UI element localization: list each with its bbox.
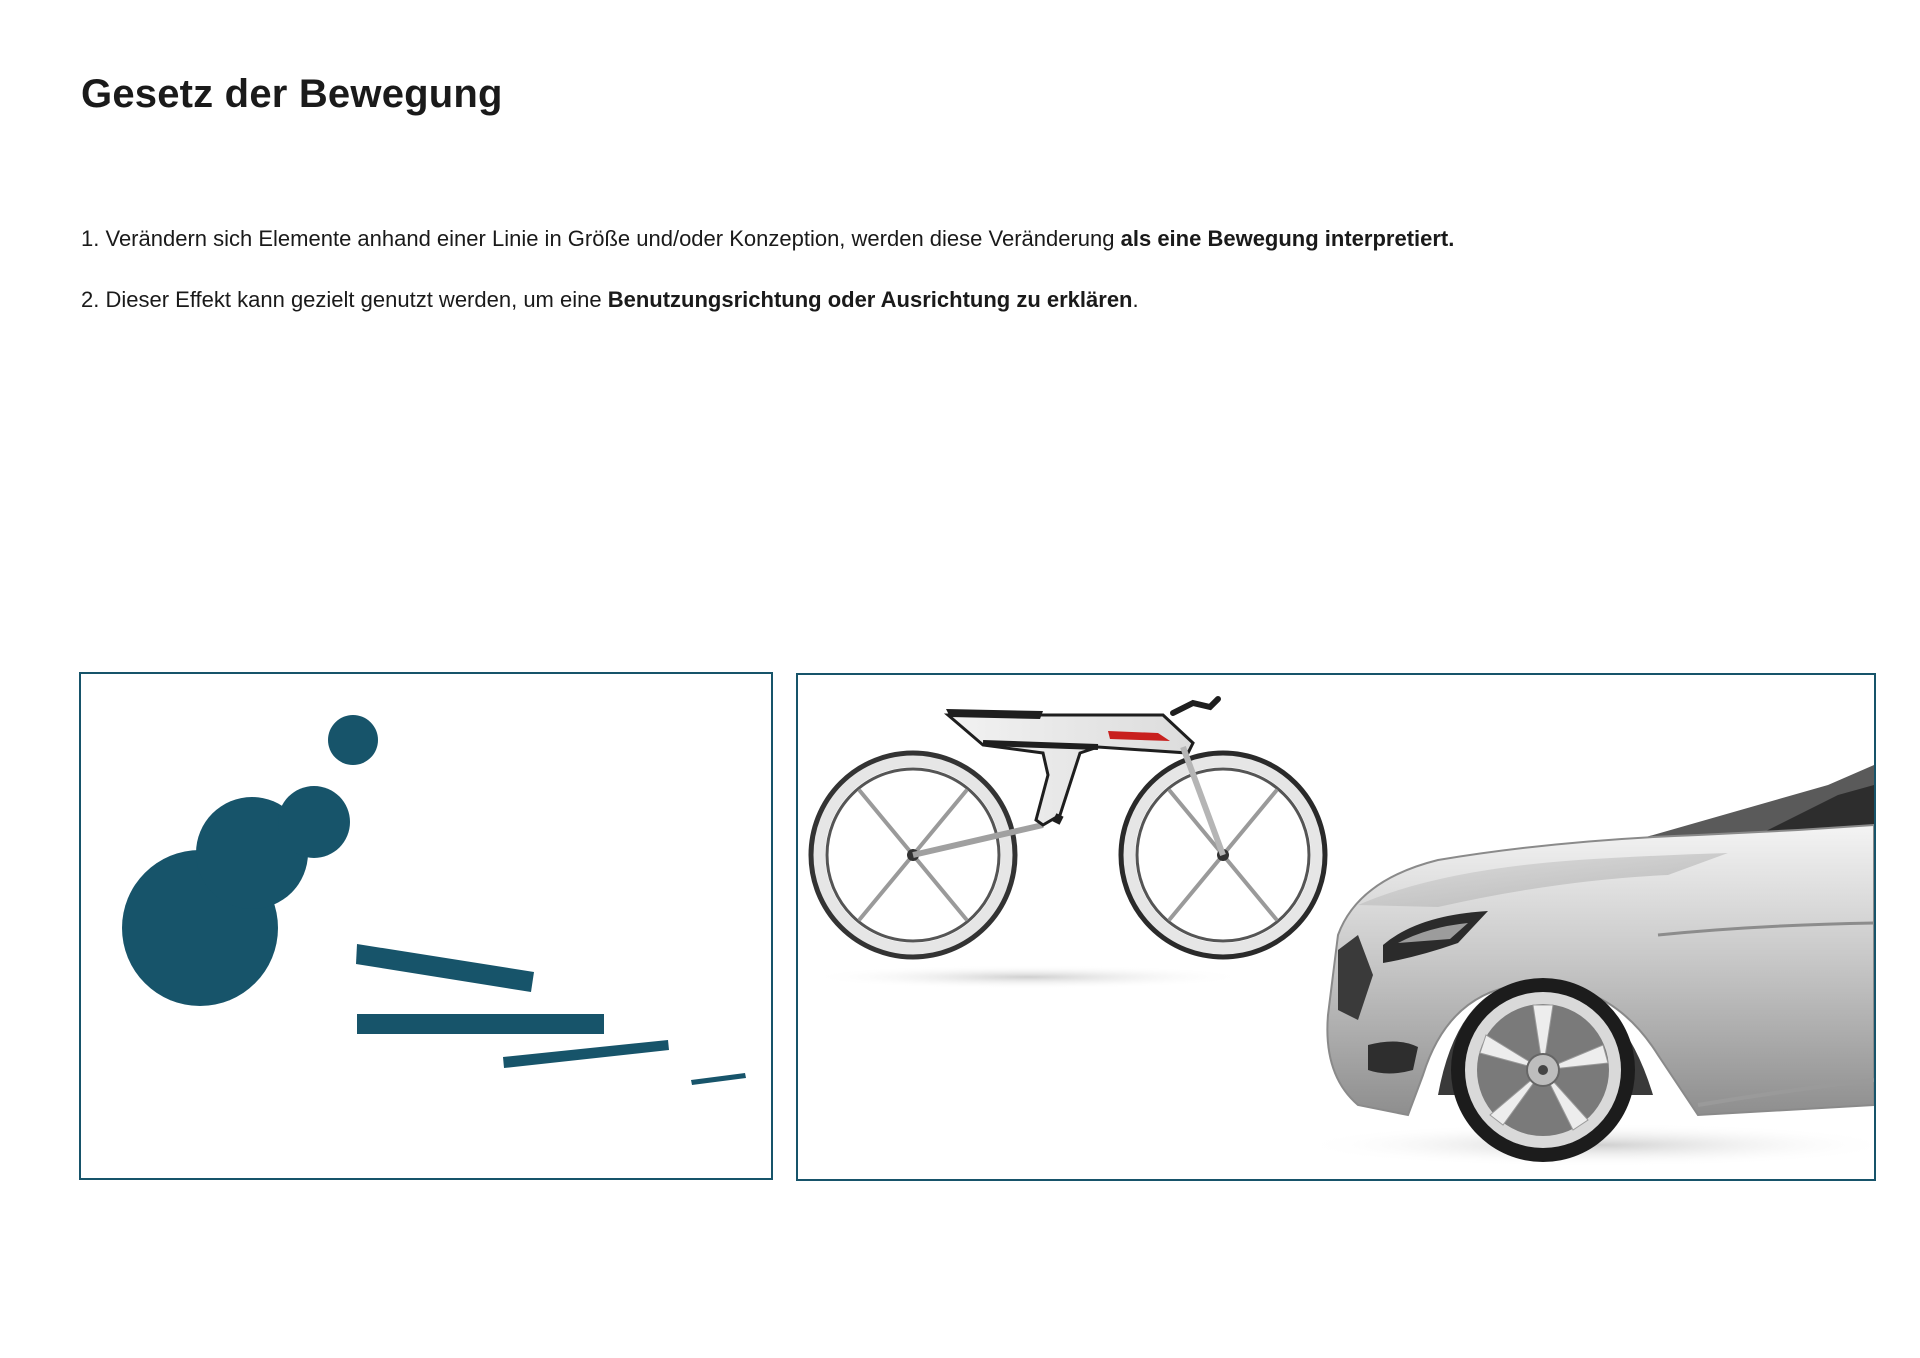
- principle-emphasis: Benutzungsrichtung oder Ausrichtung zu erklären: [607, 287, 1133, 312]
- bicycle-car-photo: [796, 673, 1876, 1181]
- principle-list: [81, 226, 1781, 348]
- abstract-motion-figure: [79, 672, 773, 1180]
- principle-suffix: .: [1132, 287, 1139, 312]
- principle-number: 1.: [81, 226, 100, 251]
- motion-bar-2: [357, 1014, 604, 1034]
- bicycle-illustration: [808, 699, 1325, 989]
- principle-text: Verändern sich Elemente anhand einer Linie in Größe und/oder Konzeption, werden diese Veränderung: [105, 226, 1115, 251]
- smallest-circle: [328, 715, 378, 765]
- small-circle: [278, 786, 350, 858]
- principle-text: Dieser Effekt kann gezielt genutzt werden, um eine: [105, 287, 602, 312]
- car-illustration: [1298, 765, 1874, 1167]
- page-title: Gesetz der Bewegung: [81, 72, 503, 116]
- principle-item-1: [81, 226, 1781, 252]
- motion-bar-3: [503, 1040, 669, 1068]
- motion-shapes-illustration: [81, 674, 771, 1178]
- principle-item-2: [81, 287, 1781, 313]
- principle-emphasis: als eine Bewegung interpretiert.: [1120, 226, 1455, 251]
- bicycle-car-illustration: [798, 675, 1874, 1179]
- principle-number: 2.: [81, 287, 100, 312]
- motion-bar-4: [691, 1073, 746, 1085]
- motion-bar-1: [356, 944, 534, 992]
